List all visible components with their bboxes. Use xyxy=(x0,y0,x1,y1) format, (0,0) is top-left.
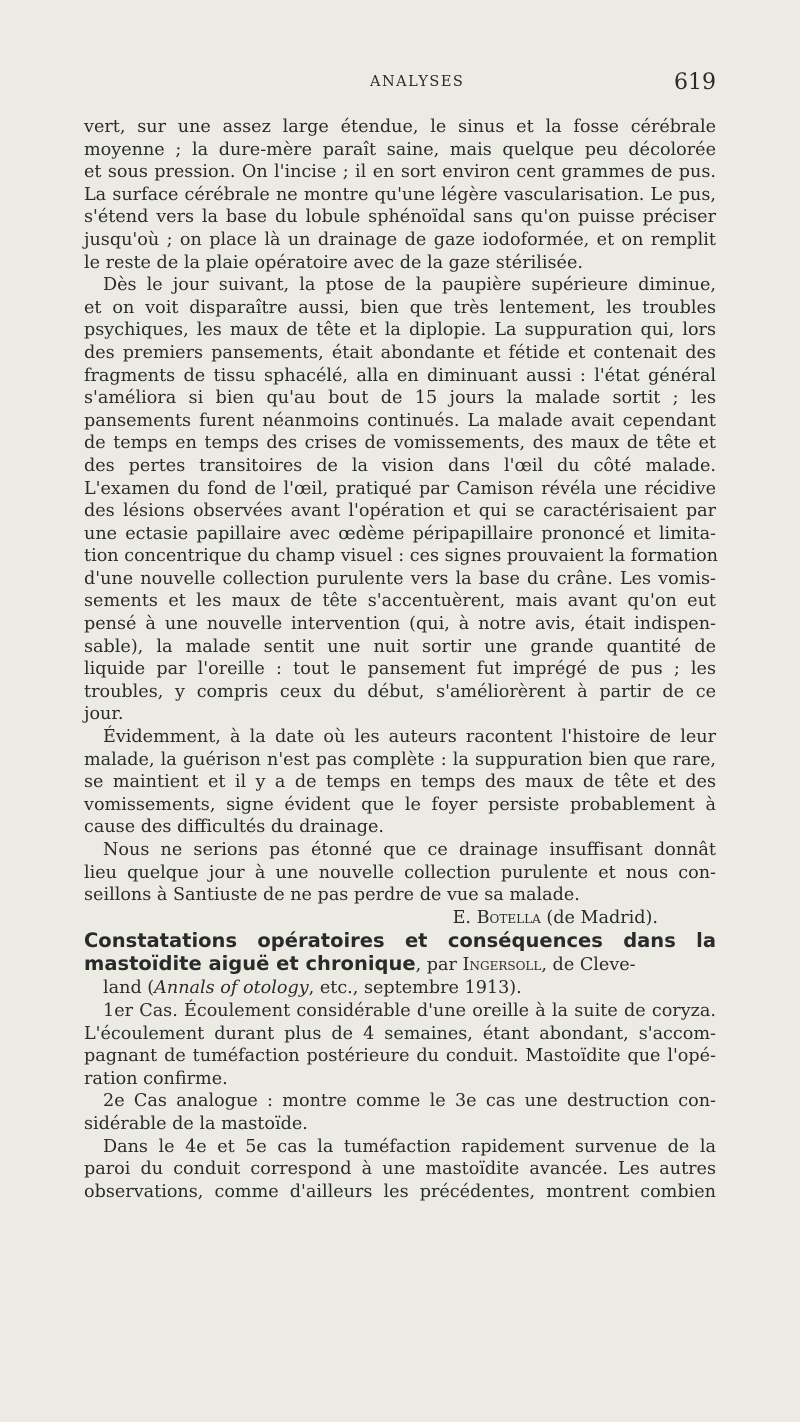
text-line: La surface cérébrale ne montre qu'une légère vascularisation. Le pus, xyxy=(84,184,716,205)
signature-name: Botella xyxy=(476,907,541,928)
page-number: 619 xyxy=(674,70,716,95)
article-title-line: Constatations opératoires et conséquences dans la xyxy=(84,929,716,953)
page-header xyxy=(84,70,716,98)
text-line: liquide par l'oreille : tout le pansement fut imprégé de pus ; les xyxy=(84,659,716,680)
text-line: lieu quelque jour à une nouvelle collection purulente et nous con- xyxy=(84,862,716,883)
case-3 xyxy=(84,1136,716,1204)
citation-end: , etc., septembre 1913). xyxy=(308,978,522,999)
text-line: moyenne ; la dure-mère paraît saine, mais quelque peu décolorée xyxy=(84,139,716,160)
paragraph-evidemment xyxy=(84,726,716,839)
text-line: fragments de tissu sphacélé, alla en diminuant aussi : l'état général xyxy=(84,365,716,386)
text-line: sidérable de la mastoïde. xyxy=(84,1113,308,1134)
paragraph-recovery xyxy=(84,274,719,726)
text-line: une ectasie papillaire avec œdème péripapillaire prononcé et limita- xyxy=(84,523,716,544)
text-line: pansements furent néanmoins continués. La malade avait cependant xyxy=(84,410,716,431)
journal-name: Annals of otology xyxy=(154,978,309,999)
article-by: , par xyxy=(415,955,457,976)
text-line: L'examen du fond de l'œil, pratiqué par Camison révéla une récidive xyxy=(84,478,716,499)
article-citation xyxy=(84,977,716,1000)
text-line: de temps en temps des crises de vomissements, des maux de tête et xyxy=(84,433,716,454)
text-line: pensé à une nouvelle intervention (qui, à notre avis, était indispen- xyxy=(84,614,716,635)
text-line: et sous pression. On l'incise ; il en sort environ cent grammes de pus. xyxy=(84,162,716,183)
text-line: Dans le 4e et 5e cas la tuméfaction rapidement survenue de la xyxy=(103,1136,716,1157)
text-line: d'une nouvelle collection purulente vers la base du crâne. Les vomis- xyxy=(84,568,716,589)
text-line: Dès le jour suivant, la ptose de la paupière supérieure diminue, xyxy=(103,275,716,296)
text-line: Nous ne serions pas étonné que ce drainage insuffisant donnât xyxy=(103,840,716,860)
signature-initial: E. xyxy=(452,907,472,928)
text-line: et on voit disparaître aussi, bien que très lentement, les troubles xyxy=(84,297,716,318)
text-line: s'améliora si bien qu'au bout de 15 jours la malade sortit ; les xyxy=(84,388,716,409)
text-line: pagnant de tuméfaction postérieure du conduit. Mastoïdite que l'opé- xyxy=(84,1046,716,1067)
body-text xyxy=(84,116,719,1203)
text-line: psychiques, les maux de tête et la diplopie. La suppuration qui, lors xyxy=(84,320,716,341)
running-head: ANALYSES xyxy=(370,74,465,90)
article-heading xyxy=(84,929,716,1000)
text-line: malade, la guérison n'est pas complète : la suppuration bien que rare, xyxy=(84,749,716,770)
text-line: cause des difficultés du drainage. xyxy=(84,817,384,838)
text-line: Évidemment, à la date où les auteurs racontent l'histoire de leur xyxy=(103,727,716,748)
text-line: tion concentrique du champ visuel : ces signes prouvaient la formation xyxy=(84,546,719,567)
article-title-end: mastoïdite aiguë et chronique xyxy=(84,952,416,976)
text-line: 2e Cas analogue : montre comme le 3e cas une destruction con- xyxy=(103,1091,716,1112)
article-title-line xyxy=(84,952,716,977)
text-line: s'étend vers la base du lobule sphénoïdal sans qu'on puisse préciser xyxy=(84,207,716,228)
case-2 xyxy=(84,1090,716,1135)
text-line: L'écoulement durant plus de 4 semaines, étant abondant, s'accom- xyxy=(84,1023,716,1044)
text-line: 1er Cas. Écoulement considérable d'une oreille à la suite de coryza. xyxy=(103,1000,716,1021)
citation-start: land ( xyxy=(103,978,155,999)
text-line: vomissements, signe évident que le foyer persiste probablement à xyxy=(84,794,716,815)
text-line: des premiers pansements, était abondante et fétide et contenait des xyxy=(84,342,716,363)
text-line: le reste de la plaie opératoire avec de la gaze stérilisée. xyxy=(84,252,583,273)
article-author: Ingersoll xyxy=(462,955,542,976)
text-line: se maintient et il y a de temps en temps des maux de tête et des xyxy=(84,772,716,793)
case-1 xyxy=(84,1000,716,1090)
text-line: des lésions observées avant l'opération et qui se caractérisaient par xyxy=(84,501,716,522)
text-line: jusqu'où ; on place là un drainage de gaze iodoformée, et on remplit xyxy=(84,229,716,250)
text-line: paroi du conduit correspond à une mastoïdite avancée. Les autres xyxy=(84,1159,716,1180)
text-line: troubles, y compris ceux du début, s'améliorèrent à partir de ce xyxy=(84,681,716,702)
text-line: jour. xyxy=(84,704,124,725)
text-line: ration confirme. xyxy=(84,1068,228,1089)
text-line: sements et les maux de tête s'accentuèrent, mais avant qu'on eut xyxy=(84,591,716,612)
text-line: seillons à Santiuste de ne pas perdre de vue sa malade. xyxy=(84,885,580,906)
text-line: des pertes transitoires de la vision dans l'œil du côté malade. xyxy=(84,455,716,476)
signature-location: (de Madrid). xyxy=(546,907,658,928)
article-author-rest: , de Cleve- xyxy=(541,955,636,976)
text-line: vert, sur une assez large étendue, le sinus et la fosse cérébrale xyxy=(84,117,716,137)
reviewer-signature xyxy=(84,907,716,930)
text-line: observations, comme d'ailleurs les précédentes, montrent combien xyxy=(84,1181,716,1202)
paragraph-conclusion xyxy=(84,839,716,907)
paragraph-continuation xyxy=(84,116,716,274)
text-line: sable), la malade sentit une nuit sortir une grande quantité de xyxy=(84,636,716,657)
